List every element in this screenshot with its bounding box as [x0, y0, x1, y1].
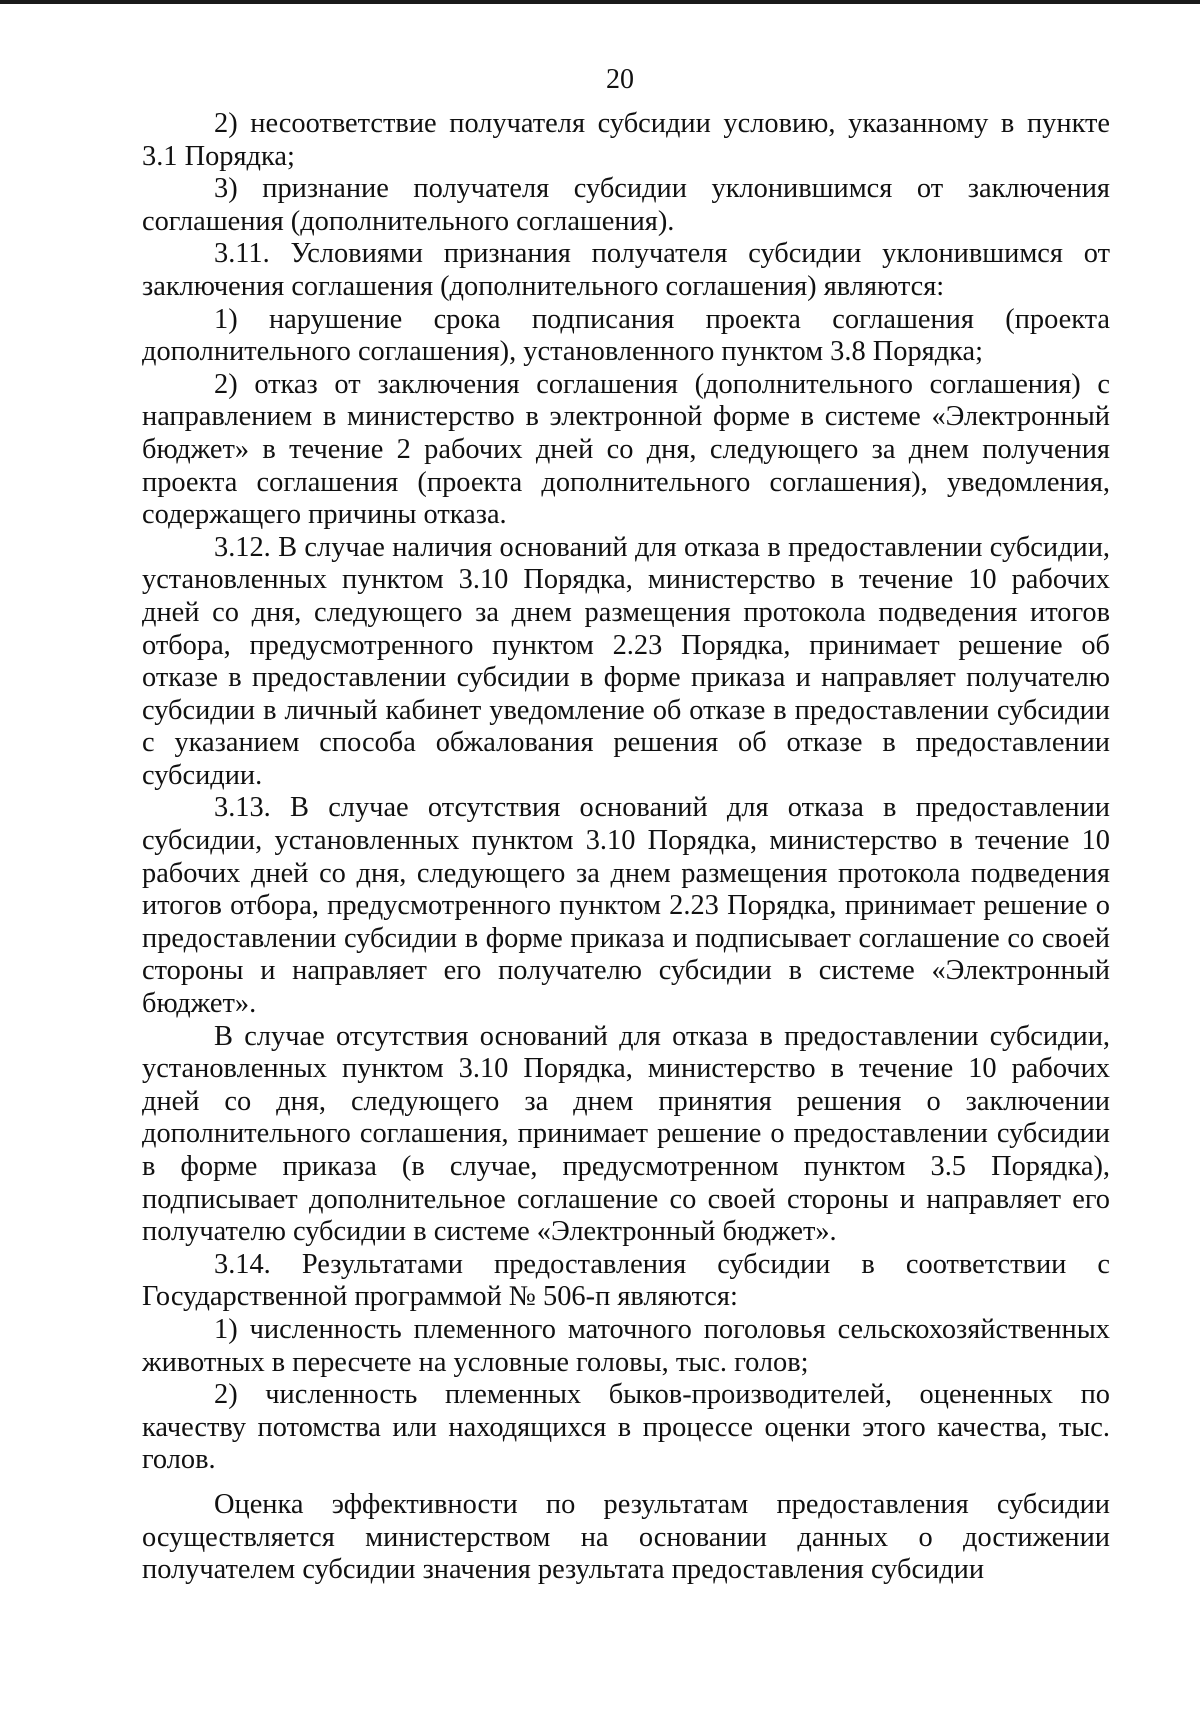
page-number: 20	[606, 64, 634, 95]
paragraph-3-11-item-2: 2) отказ от заключения соглашения (дополнительного соглашения) с направлением в министерство в электронной форме в системе «Электронный бюджет» в течение 2 рабочих дней со дня, следующего за днем получения проекта соглашения (проекта дополнительного соглашения), уведомления, содержащего причины отказа.	[142, 368, 1110, 531]
paragraph-3-14: 3.14. Результатами предоставления субсидии в соответствии с Государственной программой № 506-п являются:	[142, 1248, 1110, 1313]
paragraph-efficiency-assessment: Оценка эффективности по результатам предоставления субсидии осуществляется министерством на основании данных о достижении получателем субсидии значения результата предоставления субсидии	[142, 1488, 1110, 1586]
paragraph-3-14-item-2: 2) численность племенных быков-производителей, оцененных по качеству потомства или находящихся в процессе оценки этого качества, тыс. голов.	[142, 1379, 1110, 1476]
paragraph-3-13: 3.13. В случае отсутствия оснований для отказа в предоставлении субсидии, установленных пунктом 3.10 Порядка, министерство в течение 10 рабочих дней со дня, следующего за днем размещения протокола подведения итогов отбора, предусмотренного пунктом 2.23 Порядка, принимает решение о предоставлении субсидии в форме приказа и подписывает соглашение со своей стороны и направляет его получателю субсидии в системе «Электронный бюджет».	[142, 792, 1110, 1020]
paragraph-3-14-item-1: 1) численность племенного маточного поголовья сельскохозяйственных животных в пересчете на условные головы, тыс. голов;	[142, 1313, 1110, 1378]
paragraph-3-12: 3.12. В случае наличия оснований для отказа в предоставлении субсидии, установленных пунктом 3.10 Порядка, министерство в течение 10 рабочих дней со дня, следующего за днем размещения протокола подведения итогов отбора, предусмотренного пунктом 2.23 Порядка, принимает решение об отказе в предоставлении субсидии в форме приказа и направляет получателю субсидии в личный кабинет уведомление об отказе в предоставлении субсидии с указанием способа обжалования решения об отказе в предоставлении субсидии.	[142, 531, 1110, 791]
paragraph-item-3: 3) признание получателя субсидии уклонившимся от заключения соглашения (дополнительного соглашения).	[142, 173, 1110, 237]
paragraph-3-13-additional: В случае отсутствия оснований для отказа в предоставлении субсидии, установленных пунктом 3.10 Порядка, министерство в течение 10 рабочих дней со дня, следующего за днем принятия решения о заключении дополнительного соглашения, принимает решение о предоставлении субсидии в форме приказа (в случае, предусмотренном пунктом 3.5 Порядка), подписывает дополнительное соглашение со своей стороны и направляет его получателю субсидии в системе «Электронный бюджет».	[142, 1020, 1110, 1248]
paragraph-item-2: 2) несоответствие получателя субсидии условию, указанному в пункте 3.1 Порядка;	[142, 108, 1110, 172]
paragraph-3-11-item-1: 1) нарушение срока подписания проекта соглашения (проекта дополнительного соглашения), установленного пунктом 3.8 Порядка;	[142, 303, 1110, 368]
paragraph-3-11: 3.11. Условиями признания получателя субсидии уклонившимся от заключения соглашения (дополнительного соглашения) являются:	[142, 238, 1110, 302]
document-body	[142, 108, 1110, 1587]
